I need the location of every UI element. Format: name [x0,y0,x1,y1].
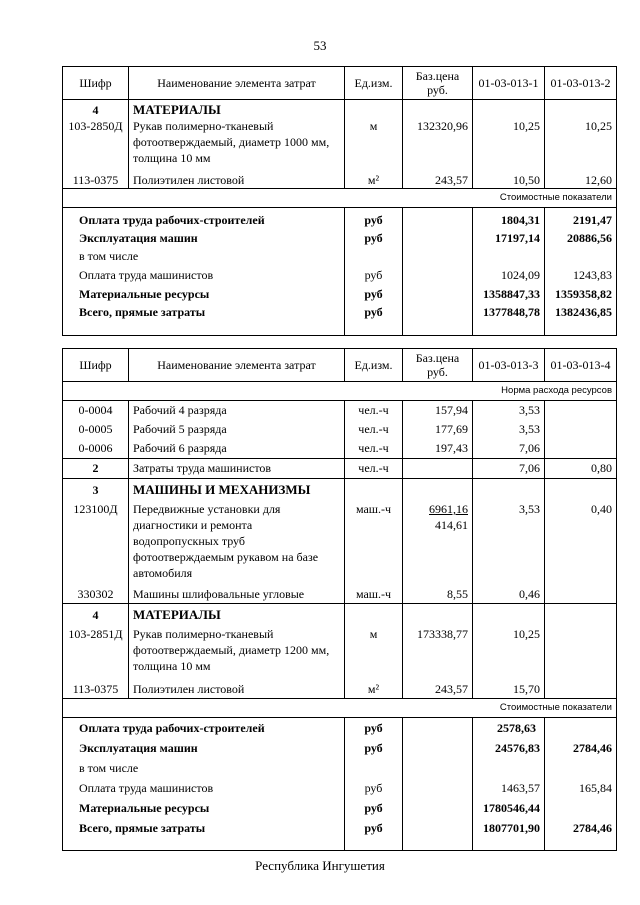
cost-row [63,285,617,303]
cost-value-2 [545,798,617,818]
cost-row [63,758,617,778]
row-name: Рукав полимерно-тканевый фотоотверждаемый, диаметр 1200 мм, толщина 10 мм [129,624,345,674]
cost-value-1: 24576,83 [473,738,545,758]
row-value-1: 10,25 [473,624,545,674]
row-value-2: 0,80 [545,459,617,479]
row-value-2 [545,674,617,699]
cost-row [63,738,617,758]
cost-value-1 [473,247,545,265]
section-title: МАШИНЫ И МЕХАНИЗМЫ [129,479,345,500]
row-value-1: 7,06 [473,439,545,459]
row-price: 132320,96 [403,118,473,166]
row-unit: м² [345,674,403,699]
row-price: 6961,16 [429,502,468,516]
row-value-1: 10,50 [473,166,545,189]
cost-name: Всего, прямые затраты [63,303,345,336]
section-row [63,604,617,625]
header-unit: Ед.изм. [345,349,403,382]
cost-unit [345,247,403,265]
row-name: Рабочий 4 разряда [129,401,345,421]
cost-value-2 [545,718,617,739]
cost-name: в том числе [63,758,345,778]
cost-name: Эксплуатация машин [63,738,345,758]
cost-name: Оплата труда машинистов [63,778,345,798]
row-value-2 [545,439,617,459]
cost-row [63,718,617,739]
cost-value-1: 1463,57 [473,778,545,798]
row-price: 157,94 [403,401,473,421]
cost-name: Всего, прямые затраты [63,818,345,851]
cost-name: Материальные ресурсы [63,798,345,818]
row-unit: м² [345,166,403,189]
cost-value-1: 1377848,78 [473,303,545,336]
row-price: 243,57 [403,166,473,189]
cost-unit: руб [345,229,403,247]
row-name: Машины шлифовальные угловые [129,581,345,604]
row-value-1: 3,53 [473,401,545,421]
cost-unit: руб [345,778,403,798]
row-name: Полиэтилен листовой [129,674,345,699]
cost-name: Оплата труда машинистов [63,265,345,285]
section-number: 4 [63,604,129,625]
table-row [63,674,617,699]
section-number: 3 [63,479,129,500]
cost-row [63,303,617,336]
row-value-1: 0,46 [473,581,545,604]
cost-name: Оплата труда рабочих-строителей [63,718,345,739]
cost-unit: руб [345,208,403,230]
table-row [63,420,617,439]
cost-row [63,229,617,247]
cost-value-2: 2784,46 [545,738,617,758]
row-unit: чел.-ч [345,420,403,439]
estimate-table-2 [62,348,617,851]
row-code: 330302 [63,581,129,604]
cost-value-2: 2784,46 [545,818,617,851]
cost-row [63,247,617,265]
header-name: Наименование элемента затрат [129,349,345,382]
row-code: 103-2850Д [63,118,129,166]
row-code: 0-0005 [63,420,129,439]
row-name: Передвижные установки для диагностики и ремонта водопропускных труб фотоотверждаемым рукавом на базе автомобиля [129,499,345,581]
cost-value-1 [473,758,545,778]
cost-indicators-label: Стоимостные показатели [63,189,617,208]
cost-value-2: 1359358,82 [545,285,617,303]
cost-value-1: 2578,63 [473,718,545,739]
header-col1: 01-03-013-3 [473,349,545,382]
cost-value-2: 1243,83 [545,265,617,285]
cost-value-1: 1807701,90 [473,818,545,851]
header-code: Шифр [63,67,129,100]
row-unit: м [345,118,403,166]
row-value-2: 10,25 [545,118,617,166]
section-row [63,459,617,479]
header-col1: 01-03-013-1 [473,67,545,100]
page-footer: Республика Ингушетия [255,858,385,873]
cost-unit [345,758,403,778]
row-value-2 [545,420,617,439]
cost-value-2 [545,247,617,265]
row-unit: маш.-ч [345,499,403,581]
row-name: Рабочий 6 разряда [129,439,345,459]
header-col2: 01-03-013-4 [545,349,617,382]
section-row [63,479,617,500]
header-col2: 01-03-013-2 [545,67,617,100]
cost-row [63,798,617,818]
cost-label-row [63,189,617,208]
table-row [63,499,617,581]
table-row [63,581,617,604]
cost-unit: руб [345,285,403,303]
row-name: Рабочий 5 разряда [129,420,345,439]
cost-value-2: 1382436,85 [545,303,617,336]
row-name: Рукав полимерно-тканевый фотоотверждаемый, диаметр 1000 мм, толщина 10 мм [129,118,345,166]
row-price: 243,57 [403,674,473,699]
row-price: 177,69 [403,420,473,439]
header-code: Шифр [63,349,129,382]
header-row [63,349,617,382]
cost-value-2: 2191,47 [545,208,617,230]
row-unit: чел.-ч [345,439,403,459]
norm-label-row [63,382,617,401]
row-value-2 [545,624,617,674]
section-row [63,100,617,119]
row-unit: чел.-ч [345,401,403,421]
cost-unit: руб [345,718,403,739]
row-price: 197,43 [403,439,473,459]
row-value-1: 15,70 [473,674,545,699]
cost-value-2 [545,758,617,778]
row-price-secondary: 414,61 [435,518,468,532]
cost-unit: руб [345,303,403,336]
row-price: 8,55 [403,581,473,604]
cost-unit: руб [345,818,403,851]
row-unit: маш.-ч [345,581,403,604]
cost-unit: руб [345,798,403,818]
row-value-1: 3,53 [473,499,545,581]
cost-value-1: 1358847,33 [473,285,545,303]
cost-label-row [63,699,617,718]
cost-row [63,818,617,851]
cost-value-1: 1780546,44 [473,798,545,818]
section-number: 4 [63,100,129,119]
table-row [63,439,617,459]
cost-name: Эксплуатация машин [63,229,345,247]
header-price: Баз.цена руб. [403,67,473,100]
row-value-2: 12,60 [545,166,617,189]
row-code: 0-0004 [63,401,129,421]
row-code: 123100Д [63,499,129,581]
header-unit: Ед.изм. [345,67,403,100]
cost-value-1: 1804,31 [473,208,545,230]
cost-unit: руб [345,738,403,758]
row-value-2: 0,40 [545,499,617,581]
row-code: 113-0375 [63,166,129,189]
row-value-2 [545,581,617,604]
header-name: Наименование элемента затрат [129,67,345,100]
cost-value-1: 1024,09 [473,265,545,285]
table-row [63,118,617,166]
row-code: 103-2851Д [63,624,129,674]
row-name: Полиэтилен листовой [129,166,345,189]
row-value-1: 10,25 [473,118,545,166]
cost-row [63,208,617,230]
table-row [63,624,617,674]
cost-row [63,265,617,285]
cost-name: в том числе [63,247,345,265]
cost-value-1: 17197,14 [473,229,545,247]
page-number: 53 [313,38,327,53]
row-code: 113-0375 [63,674,129,699]
section-title: МАТЕРИАЛЫ [129,604,345,625]
section-title: Затраты труда машинистов [129,459,345,479]
estimate-table-1 [62,66,617,336]
cost-name: Оплата труда рабочих-строителей [63,208,345,230]
cost-value-2: 165,84 [545,778,617,798]
norm-label: Норма расхода ресурсов [63,382,617,401]
row-unit: м [345,624,403,674]
table-row [63,166,617,189]
section-title: МАТЕРИАЛЫ [129,100,345,119]
row-value-1: 7,06 [473,459,545,479]
row-code: 0-0006 [63,439,129,459]
row-price: 173338,77 [403,624,473,674]
row-value-1: 3,53 [473,420,545,439]
table-row [63,401,617,421]
cost-row [63,778,617,798]
row-unit: чел.-ч [345,459,403,479]
cost-value-2: 20886,56 [545,229,617,247]
section-number: 2 [63,459,129,479]
cost-name: Материальные ресурсы [63,285,345,303]
header-row [63,67,617,100]
row-value-2 [545,401,617,421]
header-price: Баз.цена руб. [403,349,473,382]
cost-unit: руб [345,265,403,285]
cost-indicators-label: Стоимостные показатели [63,699,617,718]
